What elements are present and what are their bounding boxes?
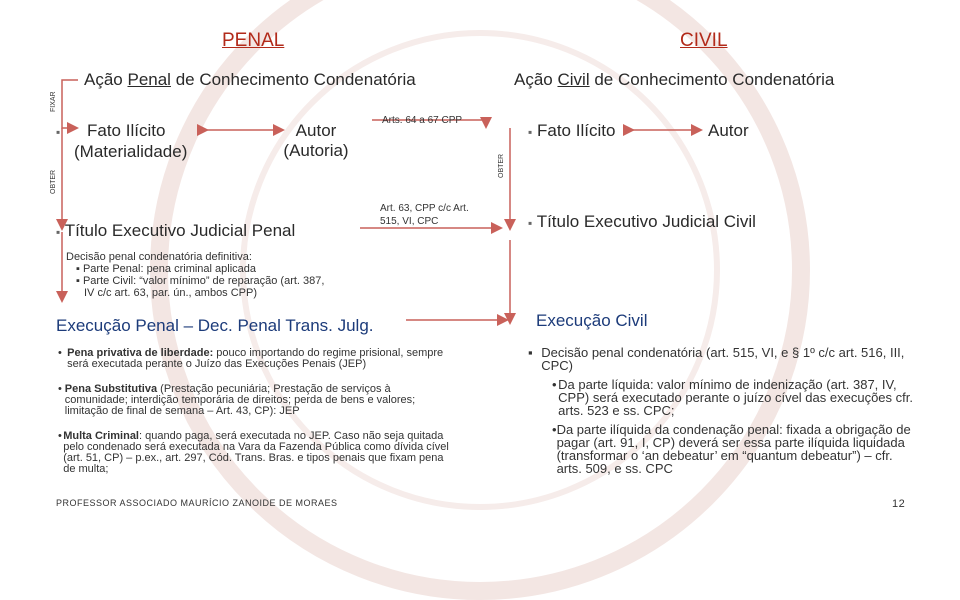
right-titulo-node: ▪ Título Executivo Judicial Civil bbox=[528, 212, 756, 231]
decisao-item: ▪ Parte Penal: pena criminal aplicada bbox=[76, 263, 257, 275]
header-penal: PENAL bbox=[222, 30, 285, 51]
right-subtitle: Ação Civil de Conhecimento Condenatória bbox=[514, 70, 835, 89]
right-fato-node: ▪ Fato Ilícito bbox=[528, 121, 616, 140]
left-autor-node: Autor (Autoria) bbox=[283, 121, 349, 160]
page-number: 12 bbox=[892, 498, 906, 510]
exec-penal-list bbox=[58, 348, 454, 475]
left-titulo-node: ▪ Título Executivo Judicial Penal bbox=[56, 221, 296, 240]
note-arts-64-67: Arts. 64 a 67 CPP bbox=[382, 115, 463, 126]
label-fixar: FIXAR bbox=[50, 91, 57, 112]
exec-penal-title: Execução Penal – Dec. Penal Trans. Julg. bbox=[56, 316, 374, 335]
label-obter-right: OBTER bbox=[498, 153, 505, 178]
decisao-item: ▪ Parte Civil: “valor mínimo” de reparação (art. 387, IV c/c art. 63, par. ún., ambos CPP) bbox=[76, 275, 325, 299]
label-obter-left: OBTER bbox=[50, 169, 57, 194]
decisao-block: Decisão penal condenatória definitiva: ▪ Parte Penal: pena criminal aplicada ▪ Parte Civil: “valor mínimo” de reparação (art. 387, IV c/c art. 63, par. ún., ambos CPP) bbox=[66, 251, 336, 299]
header-civil: CIVIL bbox=[680, 30, 728, 51]
exec-civil-list bbox=[528, 346, 918, 475]
exec-civil-sub-item: • Da parte líquida: valor mínimo de indenização (art. 387, IV, CPP) será executado perante o juízo cível das execuções cfr. arts. 523 e ss. CPC; bbox=[552, 377, 913, 418]
exec-penal-item: • Multa Criminal: quando paga, será executada no JEP. Caso não seja quitada pelo condenado será executada na Vara da Fazenda Pública como dívida cível (art. 51, CP) – p.ex., art. 297, Cód. Trans. Bras. e tipos penais que fixam pena de multa; bbox=[58, 430, 449, 475]
exec-civil-sub-item: • Da parte ilíquida da condenação penal: fixada a obrigação de pagar (art. 91, I, CP) deverá ser essa parte ilíquida liquidada (transformar o ‘an debeatur’ em “quantum debeatur”) – cfr. arts. 509, e ss. CPC bbox=[552, 422, 911, 476]
exec-civil-main-item: ▪ Decisão penal condenatória (art. 515, VI, e § 1º c/c art. 516, III, CPC) bbox=[528, 345, 905, 373]
note-art-63: Art. 63, CPP c/c Art. 515, VI, CPC bbox=[380, 203, 469, 227]
footer-author: PROFESSOR ASSOCIADO MAURÍCIO ZANOIDE DE MORAES bbox=[56, 498, 338, 508]
exec-penal-item: • Pena Substitutiva (Prestação pecuniária; Prestação de serviços à comunidade; interdição temporária de direitos; perda de bens e valores; limitação de final de semana – Art. 43, CP): JEP bbox=[58, 383, 416, 417]
exec-civil-title: Execução Civil bbox=[536, 311, 648, 330]
right-autor-node: Autor bbox=[708, 121, 749, 140]
left-fato-node: ▪ Fato Ilícito (Materialidade) bbox=[56, 121, 188, 161]
exec-penal-item: • Pena privativa de liberdade: pouco importando do regime prisional, sempre será executada perante o Juízo das Execuções Penais (JEP) bbox=[58, 347, 444, 370]
left-subtitle: Ação Penal de Conhecimento Condenatória bbox=[84, 70, 416, 89]
